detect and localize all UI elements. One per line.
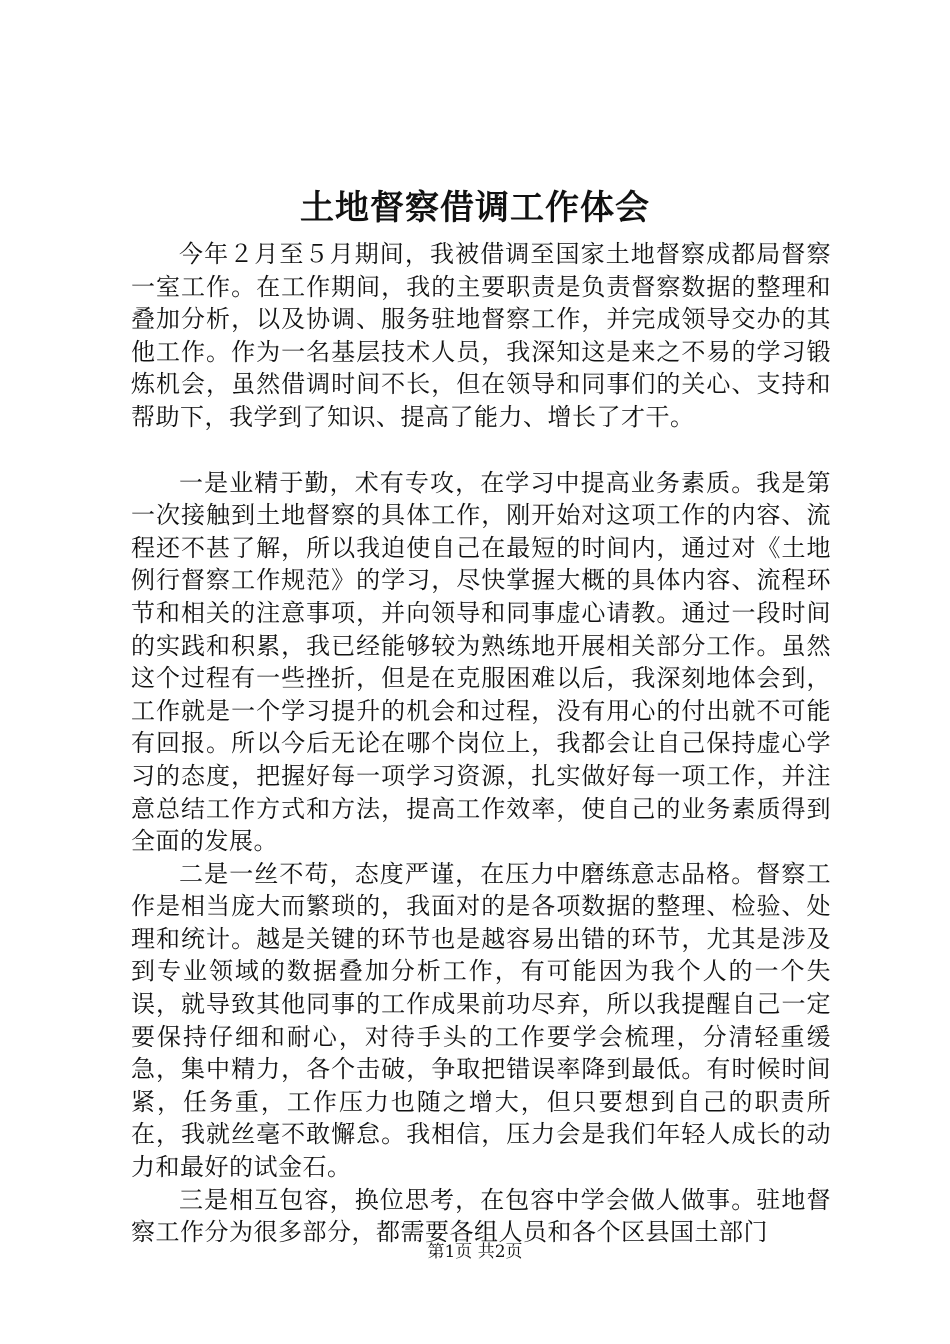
document-title: 土地督察借调工作体会 <box>300 188 650 228</box>
paragraph-point-one: 一是业精于勤，术有专攻，在学习中提高业务素质。我是第一次接触到土地督察的具体工作，刚开始对这项工作的内容、流程还不甚了解，所以我迫使自己在最短的时间内，通过对《土地例行督察工作规范》的学习，尽快掌握大概的具体内容、流程环节和相关的注意事项，并向领导和同事虚心请教。通过一段时间的实践和积累，我已经能够较为熟练地开展相关部分工作。虽然这个过程有一些挫折，但是在克服困难以后，我深刻地体会到，工作就是一个学习提升的机会和过程，没有用心的付出就不可能有回报。所以今后无论在哪个岗位上，我都会让自己保持虚心学习的态度，把握好每一项学习资源，扎实做好每一项工作，并注意总结工作方式和方法，提高工作效率，使自己的业务素质得到全面的发展。 <box>131 468 831 856</box>
paragraph-point-two: 二是一丝不苟，态度严谨，在压力中磨练意志品格。督察工作是相当庞大而繁琐的，我面对的是各项数据的整理、检验、处理和统计。越是关键的环节也是越容易出错的环节，尤其是涉及到专业领域的数据叠加分析工作，有可能因为我个人的一个失误，就导致其他同事的工作成果前功尽弃，所以我提醒自己一定要保持仔细和耐心，对待手头的工作要学会梳理，分清轻重缓急，集中精力，各个击破，争取把错误率降到最低。有时候时间紧，任务重，工作压力也随之增大，但只要想到自己的职责所在，我就丝毫不敢懈怠。我相信，压力会是我们年轻人成长的动力和最好的试金石。 <box>131 859 831 1182</box>
paragraph-intro: 今年２月至５月期间，我被借调至国家土地督察成都局督察一室工作。在工作期间，我的主要职责是负责督察数据的整理和叠加分析，以及协调、服务驻地督察工作，并完成领导交办的其他工作。作为一名基层技术人员，我深知这是来之不易的学习锻炼机会，虽然借调时间不长，但在领导和同事们的关心、支持和帮助下，我学到了知识、提高了能力、增长了才干。 <box>131 240 831 431</box>
paragraph-point-three: 三是相互包容，换位思考，在包容中学会做人做事。驻地督察工作分为很多部分，都需要各组人员和各个区县国土部门 <box>131 1185 831 1247</box>
document-body <box>131 238 831 1249</box>
page-number-footer: 第1页 共2页 <box>427 1242 523 1262</box>
